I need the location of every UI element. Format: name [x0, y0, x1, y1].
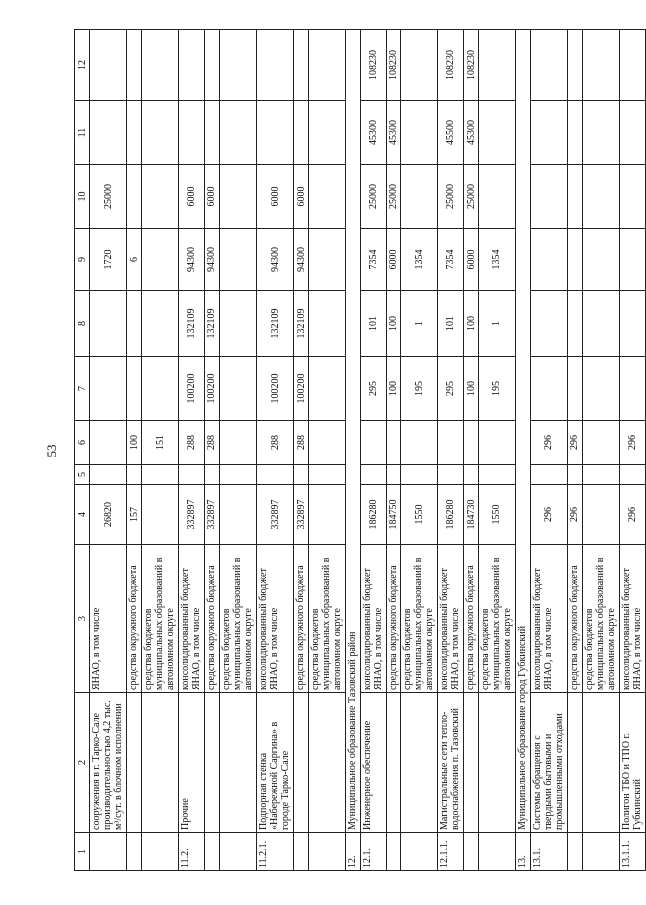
column-header-5: 5: [75, 465, 90, 485]
value-cell-col-9: 1354: [401, 229, 438, 291]
item-name: Системы обращения с твердыми бытовыми и промышленными отходами: [530, 693, 567, 833]
value-cell-col-7: [308, 357, 345, 421]
value-cell-col-6: [386, 421, 401, 465]
value-cell-col-11: [141, 101, 178, 165]
value-cell-col-11: [205, 101, 220, 165]
item-number: 11.2.1.: [256, 833, 293, 871]
value-cell-col-5: [294, 465, 309, 485]
column-header-3: 3: [75, 545, 90, 693]
value-cell-col-8: [568, 291, 583, 357]
value-cell-col-12: [219, 30, 256, 101]
value-cell-col-11: [219, 101, 256, 165]
value-cell-col-8: 101: [438, 291, 464, 357]
value-cell-col-8: [219, 291, 256, 357]
value-cell-col-5: [478, 465, 515, 485]
item-name: [219, 693, 256, 833]
page-number: 53: [44, 444, 59, 458]
item-name: Полигон ТБО и ТПО г. Губкинский: [619, 693, 645, 833]
value-cell-col-5: [219, 465, 256, 485]
item-number: [478, 833, 515, 871]
funding-source: средства окружного бюджета: [464, 545, 479, 693]
value-cell-col-8: [308, 291, 345, 357]
value-cell-col-10: [619, 165, 645, 229]
value-cell-col-7: 100200: [256, 357, 293, 421]
value-cell-col-12: 108230: [386, 30, 401, 101]
funding-source: консолидированный бюджет ЯНАО, в том числе: [438, 545, 464, 693]
value-cell-col-5: [256, 465, 293, 485]
value-cell-col-12: 108230: [360, 30, 386, 101]
value-cell-col-7: 100: [464, 357, 479, 421]
value-cell-col-7: [141, 357, 178, 421]
column-header-1: 1: [75, 833, 90, 871]
value-cell-col-6: 288: [256, 421, 293, 465]
item-name: Магистральные сети тепло-водоснабжения п. Тазовский: [438, 693, 464, 833]
table-row: [401, 30, 438, 871]
table-row: [568, 30, 583, 871]
value-cell-col-4: 1550: [478, 485, 515, 545]
value-cell-col-8: 132109: [205, 291, 220, 357]
value-cell-col-7: 295: [438, 357, 464, 421]
funding-source: средства окружного бюджета: [568, 545, 583, 693]
item-name: [205, 693, 220, 833]
item-number: [582, 833, 619, 871]
item-name: [308, 693, 345, 833]
value-cell-col-11: [582, 101, 619, 165]
value-cell-col-8: 1: [478, 291, 515, 357]
value-cell-col-7: [127, 357, 142, 421]
value-cell-col-4: [582, 485, 619, 545]
table-row: [478, 30, 515, 871]
value-cell-col-11: [308, 101, 345, 165]
rotated-table-container: [74, 30, 646, 871]
column-header-7: 7: [75, 357, 90, 421]
value-cell-col-9: [530, 229, 567, 291]
value-cell-col-12: [256, 30, 293, 101]
funding-source: средства бюджетов муниципальных образований в автономном округе: [219, 545, 256, 693]
funding-source: средства бюджетов муниципальных образований в автономном округе: [141, 545, 178, 693]
value-cell-col-9: 94300: [205, 229, 220, 291]
value-cell-col-7: 100200: [179, 357, 205, 421]
value-cell-col-5: [568, 465, 583, 485]
table-row: [205, 30, 220, 871]
value-cell-col-8: [619, 291, 645, 357]
value-cell-col-10: 25000: [90, 165, 127, 229]
value-cell-col-4: 296: [619, 485, 645, 545]
value-cell-col-10: 25000: [360, 165, 386, 229]
item-name: [294, 693, 309, 833]
value-cell-col-6: 296: [619, 421, 645, 465]
value-cell-col-11: 45300: [464, 101, 479, 165]
value-cell-col-4: 157: [127, 485, 142, 545]
value-cell-col-5: [127, 465, 142, 485]
value-cell-col-11: [90, 101, 127, 165]
value-cell-col-7: 100200: [294, 357, 309, 421]
value-cell-col-10: 25000: [464, 165, 479, 229]
value-cell-col-7: [582, 357, 619, 421]
value-cell-col-12: 108230: [438, 30, 464, 101]
value-cell-col-4: 332897: [205, 485, 220, 545]
value-cell-col-12: [179, 30, 205, 101]
value-cell-col-5: [141, 465, 178, 485]
value-cell-col-6: 288: [205, 421, 220, 465]
value-cell-col-10: [308, 165, 345, 229]
item-number: [141, 833, 178, 871]
value-cell-col-9: 6000: [464, 229, 479, 291]
value-cell-col-12: [141, 30, 178, 101]
value-cell-col-7: [568, 357, 583, 421]
funding-source: консолидированный бюджет ЯНАО, в том числе: [619, 545, 645, 693]
value-cell-col-6: 296: [530, 421, 567, 465]
value-cell-col-4: 186280: [360, 485, 386, 545]
column-header-6: 6: [75, 421, 90, 465]
item-name: [386, 693, 401, 833]
value-cell-col-9: [141, 229, 178, 291]
value-cell-col-8: [90, 291, 127, 357]
value-cell-col-8: [127, 291, 142, 357]
section-row: [516, 30, 531, 871]
value-cell-col-12: [127, 30, 142, 101]
value-cell-col-10: 25000: [386, 165, 401, 229]
table-row: [256, 30, 293, 871]
table-row: [438, 30, 464, 871]
value-cell-col-9: [582, 229, 619, 291]
funding-source: средства окружного бюджета: [386, 545, 401, 693]
section-title: Муниципальное образование город Губкинский: [516, 30, 531, 833]
value-cell-col-9: 94300: [179, 229, 205, 291]
value-cell-col-11: [179, 101, 205, 165]
value-cell-col-10: 25000: [438, 165, 464, 229]
value-cell-col-12: [582, 30, 619, 101]
funding-source: консолидированный бюджет ЯНАО, в том числе: [530, 545, 567, 693]
value-cell-col-7: [619, 357, 645, 421]
value-cell-col-12: [90, 30, 127, 101]
value-cell-col-6: 288: [179, 421, 205, 465]
table-row: [360, 30, 386, 871]
value-cell-col-7: [530, 357, 567, 421]
value-cell-col-11: [401, 101, 438, 165]
value-cell-col-11: 45300: [386, 101, 401, 165]
value-cell-col-4: 332897: [256, 485, 293, 545]
value-cell-col-5: [386, 465, 401, 485]
item-name: [401, 693, 438, 833]
value-cell-col-8: 101: [360, 291, 386, 357]
value-cell-col-9: [619, 229, 645, 291]
value-cell-col-10: 6000: [205, 165, 220, 229]
section-row: [346, 30, 361, 871]
value-cell-col-10: 6000: [179, 165, 205, 229]
value-cell-col-6: [219, 421, 256, 465]
value-cell-col-5: [464, 465, 479, 485]
value-cell-col-10: [141, 165, 178, 229]
table-row: [179, 30, 205, 871]
item-number: [90, 833, 127, 871]
value-cell-col-4: 296: [530, 485, 567, 545]
funding-source: консолидированный бюджет ЯНАО, в том числе: [179, 545, 205, 693]
section-title: Муниципальное образование Тазовский район: [346, 30, 361, 833]
column-header-11: 11: [75, 101, 90, 165]
value-cell-col-6: [90, 421, 127, 465]
value-cell-col-5: [179, 465, 205, 485]
value-cell-col-11: 45500: [438, 101, 464, 165]
value-cell-col-12: [478, 30, 515, 101]
value-cell-col-5: [360, 465, 386, 485]
item-name: Инженерное обеспечение: [360, 693, 386, 833]
table-row: [90, 30, 127, 871]
funding-source: консолидированный бюджет ЯНАО, в том числе: [360, 545, 386, 693]
value-cell-col-12: [568, 30, 583, 101]
item-name: [127, 693, 142, 833]
value-cell-col-4: 184730: [464, 485, 479, 545]
value-cell-col-12: [294, 30, 309, 101]
funding-source: консолидированный бюджет ЯНАО, в том числе: [256, 545, 293, 693]
value-cell-col-5: [90, 465, 127, 485]
column-header-4: 4: [75, 485, 90, 545]
value-cell-col-4: 184750: [386, 485, 401, 545]
value-cell-col-12: [619, 30, 645, 101]
value-cell-col-8: [582, 291, 619, 357]
value-cell-col-6: 288: [294, 421, 309, 465]
item-number: [205, 833, 220, 871]
value-cell-col-9: 94300: [256, 229, 293, 291]
value-cell-col-10: [478, 165, 515, 229]
table-row: [619, 30, 645, 871]
value-cell-col-11: [127, 101, 142, 165]
item-number: 12.1.: [360, 833, 386, 871]
table-row: [308, 30, 345, 871]
value-cell-col-6: [401, 421, 438, 465]
value-cell-col-5: [401, 465, 438, 485]
value-cell-col-7: [219, 357, 256, 421]
value-cell-col-11: [294, 101, 309, 165]
value-cell-col-11: 45300: [360, 101, 386, 165]
value-cell-col-8: 132109: [179, 291, 205, 357]
value-cell-col-5: [582, 465, 619, 485]
funding-source: средства окружного бюджета: [294, 545, 309, 693]
value-cell-col-9: 7354: [438, 229, 464, 291]
item-name: [582, 693, 619, 833]
value-cell-col-11: [530, 101, 567, 165]
item-number: [219, 833, 256, 871]
value-cell-col-4: 1550: [401, 485, 438, 545]
value-cell-col-10: [582, 165, 619, 229]
value-cell-col-11: [256, 101, 293, 165]
value-cell-col-12: [308, 30, 345, 101]
value-cell-col-6: 100: [127, 421, 142, 465]
value-cell-col-9: 6: [127, 229, 142, 291]
value-cell-col-9: 6000: [386, 229, 401, 291]
value-cell-col-9: [308, 229, 345, 291]
value-cell-col-9: [568, 229, 583, 291]
column-header-2: 2: [75, 693, 90, 833]
value-cell-col-8: 100: [386, 291, 401, 357]
section-number: 12.: [346, 833, 361, 871]
value-cell-col-4: [308, 485, 345, 545]
value-cell-col-4: 186280: [438, 485, 464, 545]
value-cell-col-4: 296: [568, 485, 583, 545]
item-number: 13.1.: [530, 833, 567, 871]
value-cell-col-12: [530, 30, 567, 101]
value-cell-col-6: [360, 421, 386, 465]
item-number: [386, 833, 401, 871]
item-number: 13.1.1.: [619, 833, 645, 871]
value-cell-col-11: [568, 101, 583, 165]
value-cell-col-7: 195: [401, 357, 438, 421]
table-row: [141, 30, 178, 871]
column-header-8: 8: [75, 291, 90, 357]
table-row: [294, 30, 309, 871]
item-name: Прочие: [179, 693, 205, 833]
item-name: [464, 693, 479, 833]
item-number: [127, 833, 142, 871]
value-cell-col-9: 94300: [294, 229, 309, 291]
value-cell-col-9: 1354: [478, 229, 515, 291]
value-cell-col-7: 295: [360, 357, 386, 421]
value-cell-col-5: [308, 465, 345, 485]
value-cell-col-6: [438, 421, 464, 465]
funding-source: ЯНАО, в том числе: [90, 545, 127, 693]
value-cell-col-10: [568, 165, 583, 229]
funding-source: средства бюджетов муниципальных образований в автономном округе: [582, 545, 619, 693]
value-cell-col-10: 6000: [256, 165, 293, 229]
item-name: сооружения в г. Тарко-Сале производительностью 4,2 тыс. м³/сут. в блочном исполнении: [90, 693, 127, 833]
table-row: [219, 30, 256, 871]
value-cell-col-4: 332897: [294, 485, 309, 545]
funding-source: средства окружного бюджета: [205, 545, 220, 693]
value-cell-col-5: [205, 465, 220, 485]
value-cell-col-6: [464, 421, 479, 465]
item-number: [308, 833, 345, 871]
value-cell-col-11: [619, 101, 645, 165]
column-header-12: 12: [75, 30, 90, 101]
value-cell-col-7: 100: [386, 357, 401, 421]
table-row: [386, 30, 401, 871]
value-cell-col-4: 26820: [90, 485, 127, 545]
value-cell-col-7: 100200: [205, 357, 220, 421]
value-cell-col-8: 100: [464, 291, 479, 357]
item-name: [478, 693, 515, 833]
table-row: [464, 30, 479, 871]
value-cell-col-8: 1: [401, 291, 438, 357]
table-row: [127, 30, 142, 871]
item-number: [568, 833, 583, 871]
value-cell-col-7: 195: [478, 357, 515, 421]
value-cell-col-5: [438, 465, 464, 485]
header-row: [75, 30, 90, 871]
value-cell-col-10: [219, 165, 256, 229]
value-cell-col-12: 108230: [464, 30, 479, 101]
item-name: [141, 693, 178, 833]
value-cell-col-12: [401, 30, 438, 101]
value-cell-col-6: [308, 421, 345, 465]
value-cell-col-6: 151: [141, 421, 178, 465]
budget-table: [74, 29, 646, 871]
funding-source: средства окружного бюджета: [127, 545, 142, 693]
value-cell-col-4: [141, 485, 178, 545]
item-name: Подпорная стенка «Набережной Саргина» в городе Тарко-Сале: [256, 693, 293, 833]
item-number: [294, 833, 309, 871]
item-number: [464, 833, 479, 871]
table-row: [582, 30, 619, 871]
funding-source: средства бюджетов муниципальных образований в автономном округе: [308, 545, 345, 693]
funding-source: средства бюджетов муниципальных образований в автономном округе: [401, 545, 438, 693]
item-number: 11.2.: [179, 833, 205, 871]
value-cell-col-6: [478, 421, 515, 465]
value-cell-col-9: 1720: [90, 229, 127, 291]
value-cell-col-6: [582, 421, 619, 465]
value-cell-col-10: [530, 165, 567, 229]
value-cell-col-5: [530, 465, 567, 485]
table-row: [530, 30, 567, 871]
value-cell-col-7: [90, 357, 127, 421]
value-cell-col-11: [478, 101, 515, 165]
value-cell-col-12: [205, 30, 220, 101]
value-cell-col-4: 332897: [179, 485, 205, 545]
item-number: [401, 833, 438, 871]
value-cell-col-10: [401, 165, 438, 229]
item-name: [568, 693, 583, 833]
item-number: 12.1.1.: [438, 833, 464, 871]
value-cell-col-10: 6000: [294, 165, 309, 229]
value-cell-col-9: 7354: [360, 229, 386, 291]
section-number: 13.: [516, 833, 531, 871]
value-cell-col-8: 132109: [294, 291, 309, 357]
value-cell-col-10: [127, 165, 142, 229]
value-cell-col-4: [219, 485, 256, 545]
value-cell-col-8: [530, 291, 567, 357]
value-cell-col-6: 296: [568, 421, 583, 465]
funding-source: средства бюджетов муниципальных образований в автономном округе: [478, 545, 515, 693]
value-cell-col-8: [141, 291, 178, 357]
value-cell-col-8: 132109: [256, 291, 293, 357]
value-cell-col-5: [619, 465, 645, 485]
column-header-9: 9: [75, 229, 90, 291]
value-cell-col-9: [219, 229, 256, 291]
column-header-10: 10: [75, 165, 90, 229]
